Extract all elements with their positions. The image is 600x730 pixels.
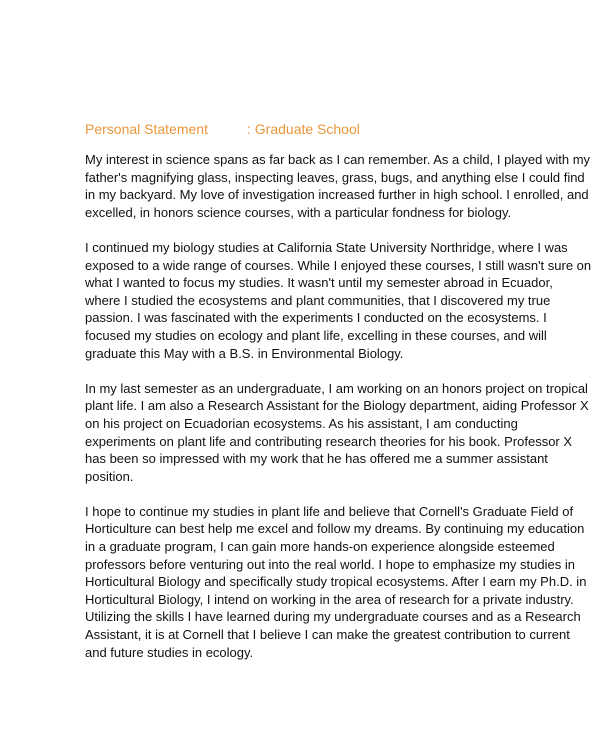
text-line: I hope to continue my studies in plant life and believe that Cornell's Graduate Field of	[85, 503, 574, 519]
text-line: what I wanted to focus my studies. It wasn't until my semester abroad in Ecuador,	[85, 275, 553, 291]
paragraph	[85, 239, 592, 362]
text-line: exposed to a wide range of courses. While I enjoyed these courses, I still wasn't sure on	[85, 257, 592, 273]
document-heading	[85, 121, 360, 137]
text-line: Assistant, it is at Cornell that I believe I can make the greatest contribution to current	[85, 627, 570, 643]
text-line: and future studies in ecology.	[85, 644, 254, 660]
text-line: position.	[85, 468, 134, 484]
paragraph	[85, 380, 589, 486]
text-line: on his project on Ecuadorian ecosystems. As his assistant, I am conducting	[85, 415, 518, 431]
heading-title: Personal Statement	[85, 121, 208, 137]
text-line: Horticultural Biology and specifically study tropical ecosystems. After I earn my Ph.D. in	[85, 574, 587, 590]
text-line: Utilizing the skills I have learned during my undergraduate courses and as a Research	[85, 609, 581, 625]
text-line: focused my studies on ecology and plant life, excelling in these courses, and will	[85, 327, 547, 343]
text-line: Horticulture can best help me excel and follow my dreams. By continuing my education	[85, 521, 585, 537]
text-line: Horticultural Biology, I intend on working in the area of research for a private industry.	[85, 591, 574, 607]
heading-subtitle: : Graduate School	[247, 121, 360, 137]
text-line: has been so impressed with my work that he has offered me a summer assistant	[85, 451, 548, 467]
text-line: in a graduate program, I can gain more hands-on experience alongside esteemed	[85, 539, 555, 555]
paragraph	[85, 151, 591, 221]
text-line: experiments on plant life and contributing research theories for his book. Professor X	[85, 433, 573, 449]
text-line: in my backyard. My love of investigation increased further in high school. I enrolled, and	[85, 187, 589, 203]
text-line: My interest in science spans as far back as I can remember. As a child, I played with my	[85, 152, 591, 167]
paragraph	[85, 503, 587, 661]
text-line: passion. I was fascinated with the experiments I conducted on the ecosystems. I	[85, 310, 547, 326]
document-body	[85, 151, 592, 679]
text-line: I continued my biology studies at California State University Northridge, where I was	[85, 239, 568, 255]
text-line: professors before venturing out into the real world. I hope to emphasize my studies in	[85, 556, 575, 572]
text-line: where I studied the ecosystems and plant communities, that I discovered my true	[85, 292, 551, 308]
text-line: plant life. I am also a Research Assistant for the Biology department, aiding Professor X	[85, 398, 589, 414]
text-line: father's magnifying glass, inspecting leaves, grass, bugs, and anything else I could find	[85, 169, 585, 185]
text-line: graduate this May with a B.S. in Environmental Biology.	[85, 345, 404, 361]
text-line: In my last semester as an undergraduate, I am working on an honors project on tropical	[85, 380, 588, 396]
text-line: excelled, in honors science courses, with a particular fondness for biology.	[85, 204, 512, 220]
